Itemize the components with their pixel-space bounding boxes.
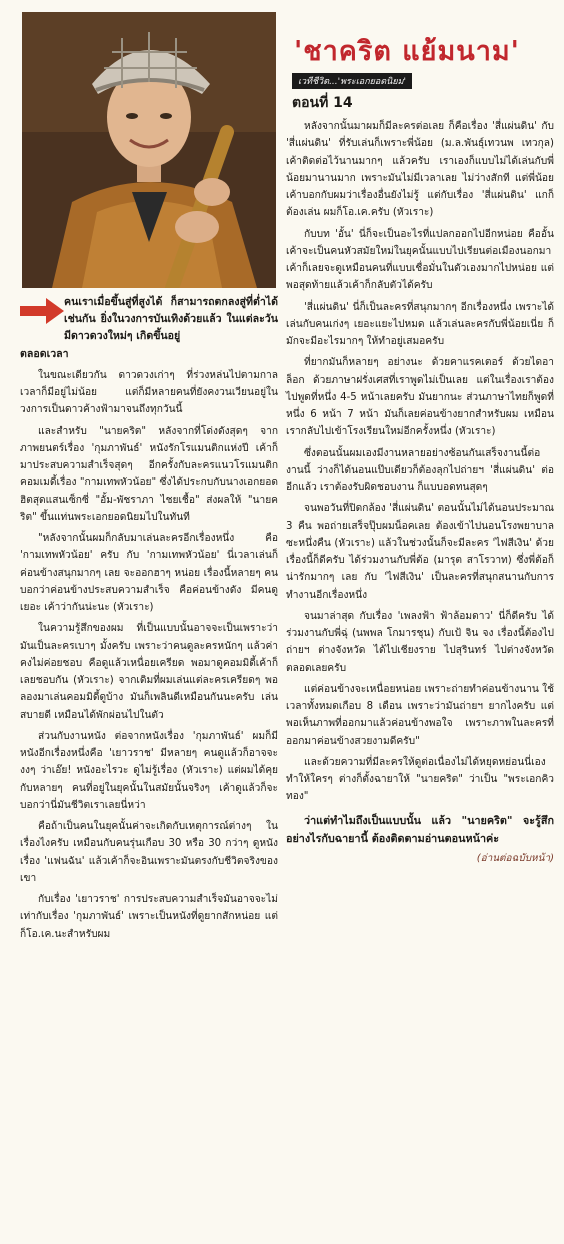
paragraph: ในขณะเดียวกัน ดาวดวงเก่าๆ ที่ร่วงหล่นไปตามกาลเวลาก็มีอยู่ไม่น้อย แต่ก็มีหลายคนที่ยังคงวนเวียนอยู่ในวงการเป็นดาวค้างฟ้ามาจนถึงทุกวันนี้ bbox=[20, 369, 278, 416]
paragraph: ที่ยากมันก็หลายๆ อย่างนะ ด้วยคาแรคเตอร์ ด้วยไดอาล็อก ด้วยภาษาฝรั่งเศสที่เราพูดไม่เป็นเลย แต่ในเรื่องเราต้องไปพูดที่หนึ่ง 4-5 หน้าเลยครับ มันยากนะ ส่วนภาษาไทยก็พูดที่หนึ่ง 6 หน้า 7 หน้า มันก็เลยค่อนข้างยากสำหรับผม เหมือนเรากลับไปเข้าโรงเรียนใหม่อีกครั้งหนึ่ง (หัวเราะ) bbox=[286, 357, 554, 438]
article-title: 'ชาคริต แย้มนาม' bbox=[294, 36, 520, 67]
paragraph: และสำหรับ "นายคริต" หลังจากที่โด่งดังสุดๆ จากภาพยนตร์เรื่อง 'กุมภาพันธ์' หนังรักโรแมนติกแห่งปี เค้าก็มาประสบความสำเร็จสุดๆ อีกครั้งกับละครแนวโรแมนติกคอมเมดี้เรื่อง "กามเทพหัวน้อย" ซึ่งได้ประกบกับนางเอกยอดฮิตสุดแสนเซ็กซี่ "อั้ม-พัชราภา ไชยเชื้อ" ส่งผลให้ "นายคริต" ขึ้นแท่นพระเอกยอดนิยมไปในทันที bbox=[20, 425, 278, 523]
portrait-photo bbox=[22, 12, 276, 288]
paragraph: คือถ้าเป็นคนในยุคนั้นค่าจะเกิดกับเหตุการณ์ต่างๆ ในเรื่องไงครับ เหมือนกับคนรุ่นเกือบ 30 หรือ 30 กว่าๆ ดูหนังเรื่อง 'แฟนฉัน' แล้วเค้าก็จะอินเพราะมันตรงกับชีวิตจริงของเขา bbox=[20, 821, 278, 884]
arrow-icon bbox=[20, 298, 64, 324]
section-tagline: เวทีชีวิต...'พระเอกยอดนิยม' bbox=[292, 73, 412, 89]
paragraph: หลังจากนั้นมาผมก็มีละครต่อเลย ก็คือเรื่อง 'สี่แผ่นดิน' กับ 'สี่แผ่นดิน' ที่รับเล่นก็เพราะพี่น้อย (ม.ล.พันธุ์เทวนพ เทวกุล) เค้าติดต่อไว้นานมากๆ แล้วครับ เราเองก็แบบไม่ได้เล่นกับพี่น้อยมานานมาก เพราะมันไม่มีเวลาเลย ไม่ว่างสักที แต่พี่น้อยเค้าบอกกับผมว่าเรื่องอื่นยังไม่รู้ แต่กับเรื่อง 'สี่แผ่นดิน' แกก็ต้องเล่น ผมก็โอ.เค.ครับ (หัวเราะ) bbox=[286, 121, 554, 219]
paragraph: ในความรู้สึกของผม ที่เป็นแบบนั้นอาจจะเป็นเพราะว่ามันเป็นละครเบาๆ มั้งครับ เพราะว่าคนดูละครหนักๆ แล้วค่าคงไม่ค่อยชอบ คือดูแล้วเหนื่อยเครียด พอมาดูคอมมิดี้เค้าก็เลยชอบกัน (หัวเราะ) จากเดิมที่ผมเล่นแต่ละครเครียดๆ พอลองมาเล่นคอมมิดี้ดูบ้าง มันก็เพลินดีเหมือนกันนะครับ เล่นสบายดี เหมือนได้พักผ่อนไปในตัว bbox=[20, 623, 278, 721]
paragraph: ซึ่งตอนนั้นผมเองมีงานหลายอย่างซ้อนกันเสร็จงานนี้ต่องานนี้ ว่างก็ได้นอนแป๊บเดียวก็ต้องลุกไปถ่ายฯ 'สี่แผ่นดิน' ต่ออีกแล้ว เราต้องรับผิดชอบงาน ก็แบบอดทนสุดๆ bbox=[286, 447, 554, 493]
paragraph: "หลังจากนั้นผมก็กลับมาเล่นละครอีกเรื่องหนึ่ง คือ 'กามเทพหัวน้อย' ครับ กับ 'กามเทพหัวน้อย' นี่เวลาเล่นก็ค่อนข้างสนุกมากๆ เลย จะออกฮาๆ หน่อย เรื่องนี้หลายๆ คนบอกว่าค่อนข้างประสบความสำเร็จ คือค่อนข้างดัง มีคนดูเยอะ เค้าว่ากันน่ะนะ (หัวเราะ) bbox=[20, 533, 278, 614]
lead-tail: ตลอดเวลา bbox=[20, 347, 69, 360]
closing-teaser: ว่าแต่ทำไมถึงเป็นแบบนั้น แล้ว "นายคริต" จะรู้สึกอย่างไรกับฉายานี้ ต้องติดตามอ่านตอนหน้าค่ะ bbox=[286, 813, 554, 845]
lead-paragraph: คนเราเมื่อขึ้นสู่ที่สูงได้ ก็สามารถตกลงสู่ที่ต่ำได้เช่นกัน ยิ่งในวงการบันเทิงด้วยแล้ว ในแต่ละวันมีดาวดวงใหม่ๆ เกิดขึ้นอยู่ bbox=[64, 296, 278, 343]
paragraph: ส่วนกับงานหนัง ต่อจากหนังเรื่อง 'กุมภาพันธ์' ผมก็มีหนังอีกเรื่องหนึ่งคือ 'เยาวราช' มีหลายๆ คนดูแล้วก็อาจจะงงๆ ว่าเอ๊ย! หนังอะไรวะ ดูไม่รู้เรื่อง (หัวเราะ) แต่ผมได้คุยกับหลายๆ คนที่อยู่ในยุคนั้นในสมัยนั้นจริงๆ เค้าดูแล้วก็จะบอกว่านี่มันชีวิตเราเลยนี่หว่า bbox=[20, 730, 278, 811]
paragraph: จนพอวันที่ปิดกล้อง 'สี่แผ่นดิน' ตอนนั้นไม่ได้นอนประมาณ 3 คืน พอถ่ายเสร็จปุ๊บผมน็อคเลย ต้องเข้าไปนอนโรงพยาบาลซะหนึ่งคืน (หัวเราะ) แล้วในช่วงนั้นก็จะมีละคร 'ไฟสีเงิน' ด้วย เรื่องนี้ก็ดีครับ ได้ร่วมงานกับพี่ต้อ (มารุต สาโรวาท) ซึ่งพี่ต้อก็น่ารักมากๆ เลย กับ 'ไฟสีเงิน' เป็นละครที่สนุกสนานกับการทำงานอีกเรื่องหนึ่ง bbox=[286, 503, 554, 601]
paragraph: 'สี่แผ่นดิน' นี่ก็เป็นละครที่สนุกมากๆ อีกเรื่องหนึ่ง เพราะได้เล่นกับคนเก่งๆ เยอะแยะไปหมด แล้วเล่นละครกับพี่น้อยเนี่ย ก็มักจะมีอะไรมากๆ ให้ทำอยู่เสมอครับ bbox=[286, 301, 554, 347]
left-column bbox=[20, 294, 278, 943]
right-column bbox=[286, 36, 554, 866]
paragraph: แต่ค่อนข้างจะเหนื่อยหน่อย เพราะถ่ายทำค่อนข้างนาน ใช้เวลาทั้งหมดเกือบ 8 เดือน เพราะว่ามันถ่ายฯ ยากไงครับ แต่พอเห็นภาพที่ออกมาแล้วค่อนข้างพอใจ เพราะภาพในละครที่ออกมาค่อนข้างสวยงามดีครับ" bbox=[286, 683, 554, 747]
paragraph: จนมาล่าสุด กับเรื่อง 'เพลงฟ้า ฟ้าล้อมดาว' นี่ก็ดีครับ ได้ร่วมงานกับพี่ฉุ่ (นพพล โกมารชุน) กับเป้ จิน จง เรื่องนี้ต้องไปถ่ายฯ ต่างจังหวัด ได้ไปเชียงราย ไปสุรินทร์ ไปต่างจังหวัดตลอดเลยครับ bbox=[286, 610, 554, 674]
lead-block bbox=[20, 294, 278, 346]
continued-note: (อ่านต่อฉบับหน้า) bbox=[476, 852, 554, 864]
paragraph: และด้วยความที่มีละครให้ดูต่อเนื่องไม่ได้หยุดหย่อนนี่เอง ทำให้ใครๆ ต่างก็ตั้งฉายาให้ "นายคริต" ว่าเป็น "พระเอกคิวทอง" bbox=[286, 756, 554, 803]
paragraph: กับบท 'อั้น' นี่ก็จะเป็นอะไรที่แปลกออกไปอีกหน่อย คืออั้นเค้าจะเป็นคนหัวสมัยใหม่ในยุคนั้นแบบไปเรียนต่อเมืองนอกมา เค้าก็เลยจะดูเหมือนคนที่แบบเชื่อมั่นในตัวเองมากไปหน่อย แต่พอสุดท้ายแล้วเค้าก็กลับตัวได้ครับ bbox=[286, 228, 554, 292]
portrait-illustration bbox=[22, 12, 276, 288]
paragraph: กับเรื่อง 'เยาวราช' การประสบความสำเร็จมันอาจจะไม่เท่ากับเรื่อง 'กุมภาพันธ์' เพราะเป็นหนังที่ดูยากสักหน่อย แต่ก็โอ.เค.นะสำหรับผม bbox=[20, 894, 278, 940]
part-number: ตอนที่ 14 bbox=[292, 95, 353, 111]
